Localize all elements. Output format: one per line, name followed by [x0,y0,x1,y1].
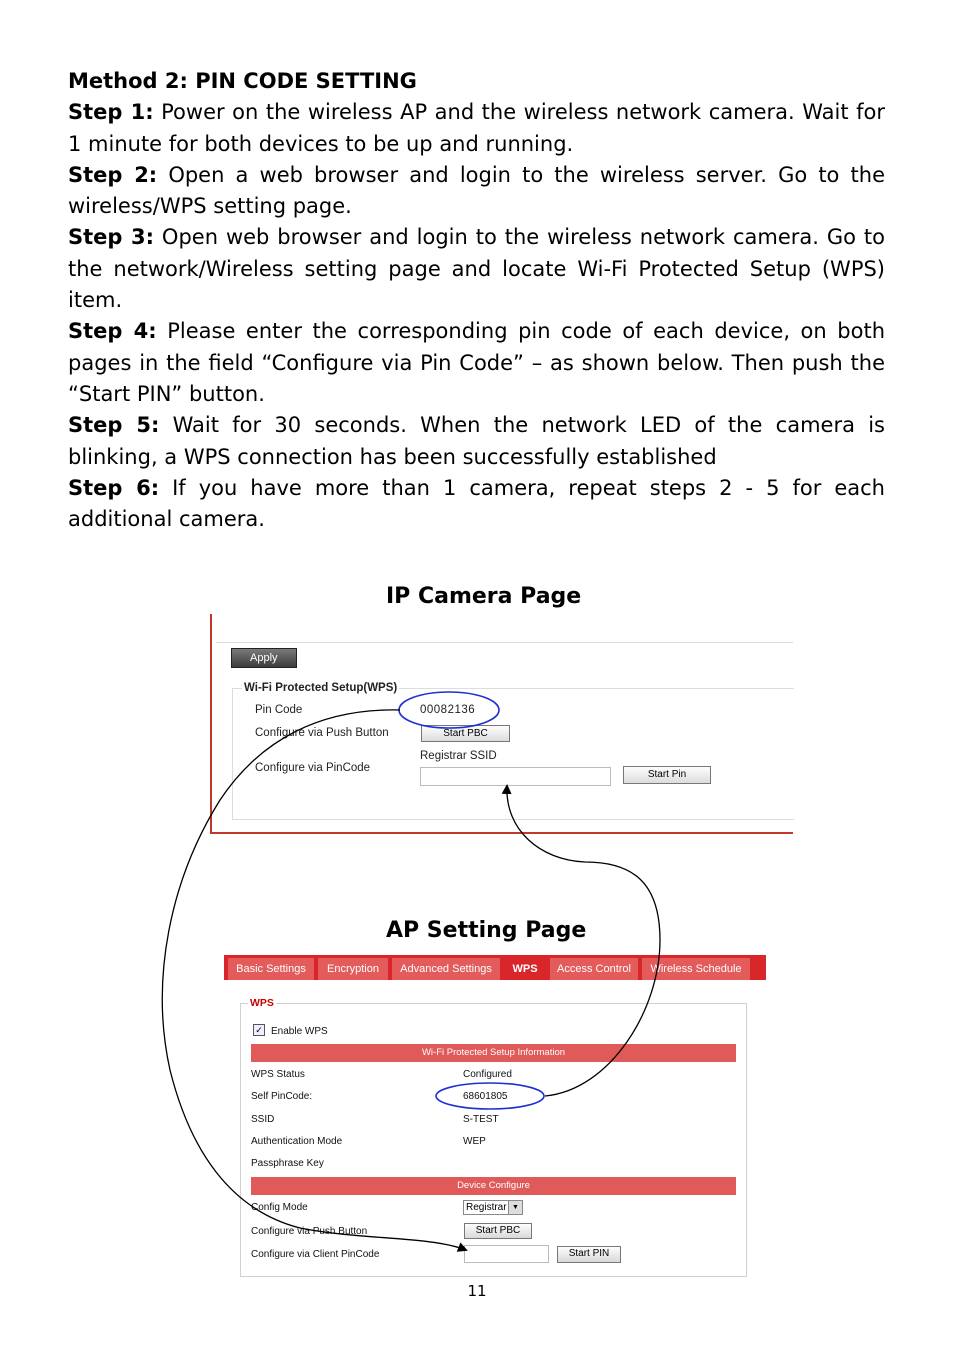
tab-wps[interactable]: WPS [504,958,546,980]
caption-ap-setting: AP Setting Page [386,918,587,943]
caption-ip-camera: IP Camera Page [386,584,582,609]
passphrase-label: Passphrase Key [251,1158,324,1169]
arrow-camera-pin-to-ap-input [162,710,466,1250]
start-pin-button[interactable]: Start Pin [623,766,711,784]
pincode-label: Configure via PinCode [255,762,371,774]
ssid-label: SSID [251,1114,275,1125]
ap-pin-highlight-circle [436,1083,544,1109]
device-configure-header: Device Configure [251,1177,736,1195]
wps-legend: WPS [250,997,274,1009]
ap-start-pin-button[interactable]: Start PIN [557,1246,621,1263]
auth-mode-value: WEP [463,1136,486,1147]
enable-wps-label: Enable WPS [271,1026,328,1037]
step-1: Step 1: Power on the wireless AP and the wireless network camera. Wait for 1 minute for both devices to be up and running. [68,100,885,156]
tab-access-control[interactable]: Access Control [550,958,638,980]
self-pincode-value: 68601805 [463,1091,508,1102]
step-3: Step 3: Open web browser and login to the wireless network camera. Go to the network/Wireless setting page and locate Wi-Fi Protected Setup (WPS) item. [68,225,885,313]
step-5: Step 5: Wait for 30 seconds. When the network LED of the camera is blinking, a WPS connection has been successfully established [68,413,885,469]
wps-legend: Wi-Fi Protected Setup(WPS) [244,682,398,694]
pin-code-value: 00082136 [420,704,476,716]
ssid-value: S-TEST [463,1114,499,1125]
tab-encryption[interactable]: Encryption [318,958,388,980]
tab-advanced-settings[interactable]: Advanced Settings [392,958,500,980]
step-4: Step 4: Please enter the corresponding pin code of each device, on both pages in the field “Configure via Pin Code” – as shown below. Then push the “Start PIN” button. [68,319,886,406]
wps-info-header: Wi-Fi Protected Setup Information [251,1044,736,1062]
apply-button[interactable]: Apply [231,648,297,668]
self-pincode-label: Self PinCode: [251,1091,313,1102]
start-pbc-button[interactable]: Start PBC [421,725,510,742]
config-mode-value: Registrar [466,1202,507,1213]
method-heading: Method 2: PIN CODE SETTING [68,69,417,93]
config-mode-label: Config Mode [251,1202,308,1213]
chevron-down-icon: ▼ [508,1201,522,1214]
tab-basic-settings[interactable]: Basic Settings [228,958,314,980]
ap-push-button-label: Configure via Push Button [251,1226,368,1237]
step-2: Step 2: Open a web browser and login to the wireless server. Go to the wireless/WPS setting page. [68,162,885,219]
ap-start-pbc-button[interactable]: Start PBC [464,1223,532,1239]
page-number: 11 [467,1282,487,1300]
tab-wireless-schedule[interactable]: Wireless Schedule [642,958,750,980]
registrar-ssid-label: Registrar SSID [420,750,497,762]
wps-status-value: Configured [463,1069,512,1080]
camera-pin-highlight-circle [399,692,499,728]
auth-mode-label: Authentication Mode [251,1136,343,1147]
wps-status-label: WPS Status [251,1069,305,1080]
step-6: Step 6: If you have more than 1 camera, repeat steps 2 - 5 for each additional camera. [68,475,885,532]
client-pincode-label: Configure via Client PinCode [251,1249,380,1260]
pin-code-label: Pin Code [255,704,303,716]
enable-wps-checkbox[interactable]: ✓ [253,1024,265,1036]
arrow-ap-pin-to-camera-input [507,786,660,1096]
push-button-label: Configure via Push Button [255,727,389,739]
